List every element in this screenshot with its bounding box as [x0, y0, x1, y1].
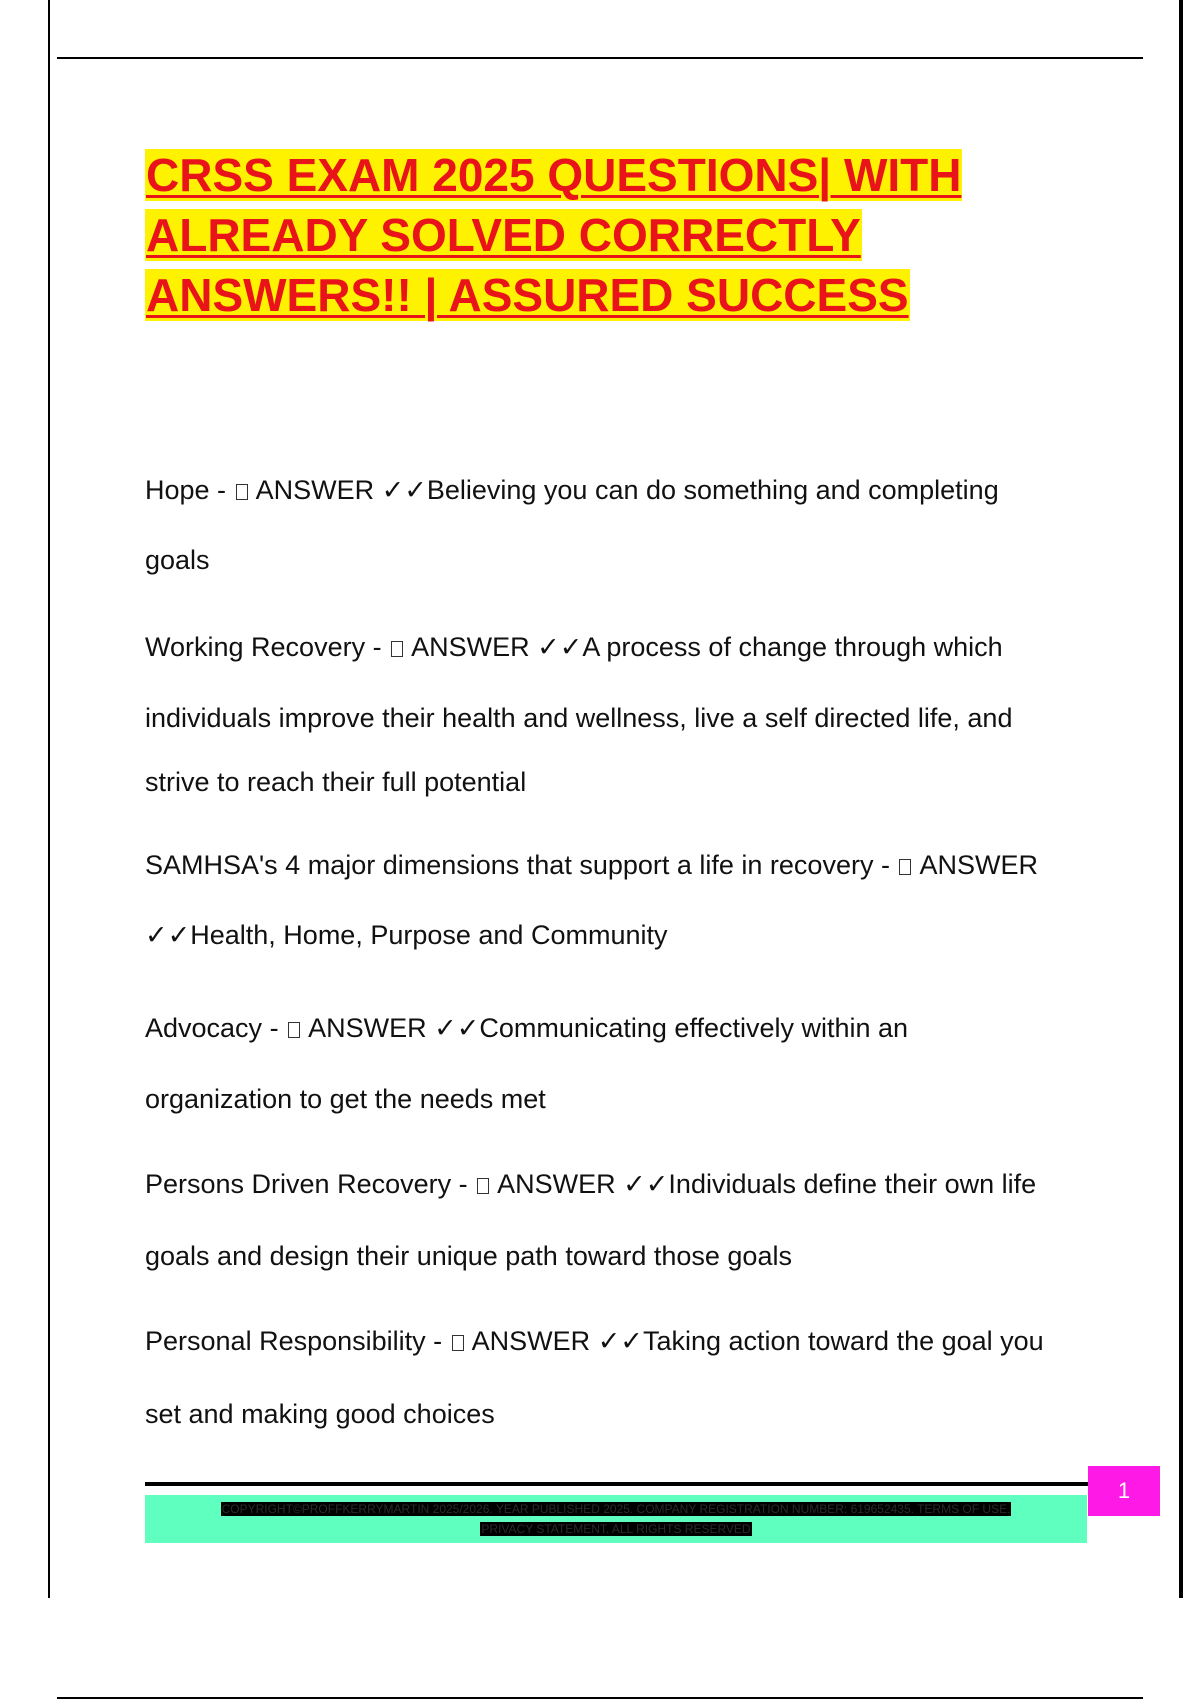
document-title — [145, 145, 1045, 325]
title-line-2: ALREADY SOLVED CORRECTLY — [146, 209, 861, 261]
qa-answer-text: Individuals define their own life — [668, 1169, 1037, 1199]
copyright-line-1: COPYRIGHT©PROFFKERRYMARTIN 2025/2026. YEAR PUBLISHED 2025. COMPANY REGISTRATION NUMBER: 619652435. TERMS OF USE. — [221, 1502, 1011, 1516]
check-icon: ✓✓ — [597, 1326, 643, 1356]
missing-glyph-icon — [452, 1335, 464, 1351]
qa-item-working-recovery-line-2 — [145, 703, 1012, 734]
qa-item-personal-responsibility-line-1: Personal Responsibility - ANSWER ✓✓Taking action toward the goal you — [145, 1326, 1044, 1356]
missing-glyph-icon — [899, 859, 911, 875]
qa-term: Hope — [145, 475, 210, 505]
page-number-badge: 1 — [1088, 1466, 1160, 1516]
qa-answer-text: set and making good choices — [145, 1399, 495, 1429]
qa-item-working-recovery-line-3 — [145, 767, 526, 798]
answer-label: ANSWER — [471, 1326, 591, 1356]
answer-label: ANSWER — [255, 475, 375, 505]
qa-answer-text: A process of change through which — [582, 632, 1003, 662]
title-line-1: CRSS EXAM 2025 QUESTIONS| WITH — [146, 149, 962, 201]
qa-item-hope-line-2 — [145, 545, 210, 576]
answer-label: ANSWER — [308, 1013, 427, 1043]
qa-answer-text: Health, Home, Purpose and Community — [190, 920, 668, 950]
qa-answer-text: goals — [145, 545, 210, 575]
bottom-rule — [57, 1697, 1143, 1699]
check-icon: ✓✓ — [145, 920, 191, 950]
qa-answer-text: Taking action toward the goal you — [642, 1326, 1044, 1356]
copyright-footer — [145, 1495, 1087, 1543]
answer-label: ANSWER — [411, 632, 530, 662]
check-icon: ✓✓ — [623, 1169, 669, 1199]
qa-term: Persons Driven Recovery — [145, 1169, 452, 1199]
answer-label: ANSWER — [497, 1169, 616, 1199]
qa-item-persons-driven-line-1: Persons Driven Recovery - ANSWER ✓✓Individuals define their own life — [145, 1169, 1037, 1199]
header-rule — [57, 57, 1143, 59]
missing-glyph-icon — [391, 641, 403, 657]
answer-label: ANSWER — [919, 850, 1038, 880]
copyright-line-2: PRIVACY STATEMENT. ALL RIGHTS RESERVED — [481, 1522, 751, 1536]
qa-answer-text: Communicating effectively within an — [479, 1013, 909, 1043]
footer-rule — [145, 1482, 1090, 1486]
qa-item-advocacy-line-1: Advocacy - ANSWER ✓✓Communicating effectively within an — [145, 1013, 909, 1043]
qa-term: SAMHSA's 4 major dimensions that support a life in recovery — [145, 850, 874, 880]
title-line-3: ANSWERS!! | ASSURED SUCCESS — [146, 269, 909, 321]
check-icon: ✓✓ — [381, 475, 427, 505]
qa-answer-text: goals and design their unique path toward those goals — [145, 1241, 792, 1271]
qa-item-advocacy-line-2 — [145, 1084, 546, 1115]
missing-glyph-icon — [477, 1178, 489, 1194]
qa-item-personal-responsibility-line-2 — [145, 1399, 495, 1430]
check-icon: ✓✓ — [434, 1013, 480, 1043]
qa-answer-text: strive to reach their full potential — [145, 767, 527, 797]
qa-term: Working Recovery — [145, 632, 366, 662]
qa-term: Advocacy — [145, 1013, 263, 1043]
qa-item-hope-line-1: Hope - ANSWER ✓✓Believing you can do something and completing — [145, 475, 999, 505]
check-icon: ✓✓ — [537, 632, 583, 662]
qa-answer-text: individuals improve their health and wellness, live a self directed life, and — [145, 703, 1013, 733]
missing-glyph-icon — [236, 484, 248, 500]
qa-term: Personal Responsibility — [145, 1326, 426, 1356]
qa-item-working-recovery-line-1: Working Recovery - ANSWER ✓✓A process of change through which — [145, 632, 1003, 662]
qa-item-persons-driven-line-2 — [145, 1241, 792, 1272]
qa-answer-text: organization to get the needs met — [145, 1084, 546, 1114]
missing-glyph-icon — [288, 1022, 300, 1038]
qa-item-samhsa-line-1: SAMHSA's 4 major dimensions that support a life in recovery - ANSWER — [145, 850, 1038, 880]
qa-item-samhsa-line-2 — [145, 920, 667, 951]
qa-answer-text: Believing you can do something and completing — [426, 475, 999, 505]
